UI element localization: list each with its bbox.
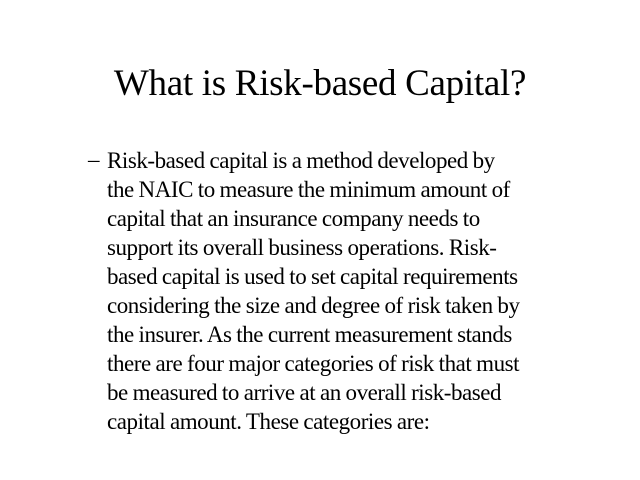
bullet-marker: – bbox=[88, 147, 100, 172]
slide-title: What is Risk-based Capital? bbox=[113, 63, 527, 104]
bullet-line: considering the size and degree of risk taken by bbox=[107, 293, 520, 318]
bullet-line: there are four major categories of risk that must bbox=[107, 351, 520, 376]
bullet-line: capital that an insurance company needs to bbox=[107, 206, 480, 231]
bullet-line: capital amount. These categories are: bbox=[107, 409, 430, 434]
bullet-line: the insurer. As the current measurement stands bbox=[107, 322, 512, 347]
bullet-line: be measured to arrive at an overall risk-based bbox=[107, 380, 502, 405]
bullet-line: based capital is used to set capital requirements bbox=[107, 264, 518, 289]
bullet-line: Risk-based capital is a method developed by bbox=[107, 148, 495, 173]
bullet-text bbox=[107, 146, 607, 436]
bullet-line: support its overall business operations. Risk- bbox=[107, 235, 497, 260]
bullet-line: the NAIC to measure the minimum amount of bbox=[107, 177, 510, 202]
